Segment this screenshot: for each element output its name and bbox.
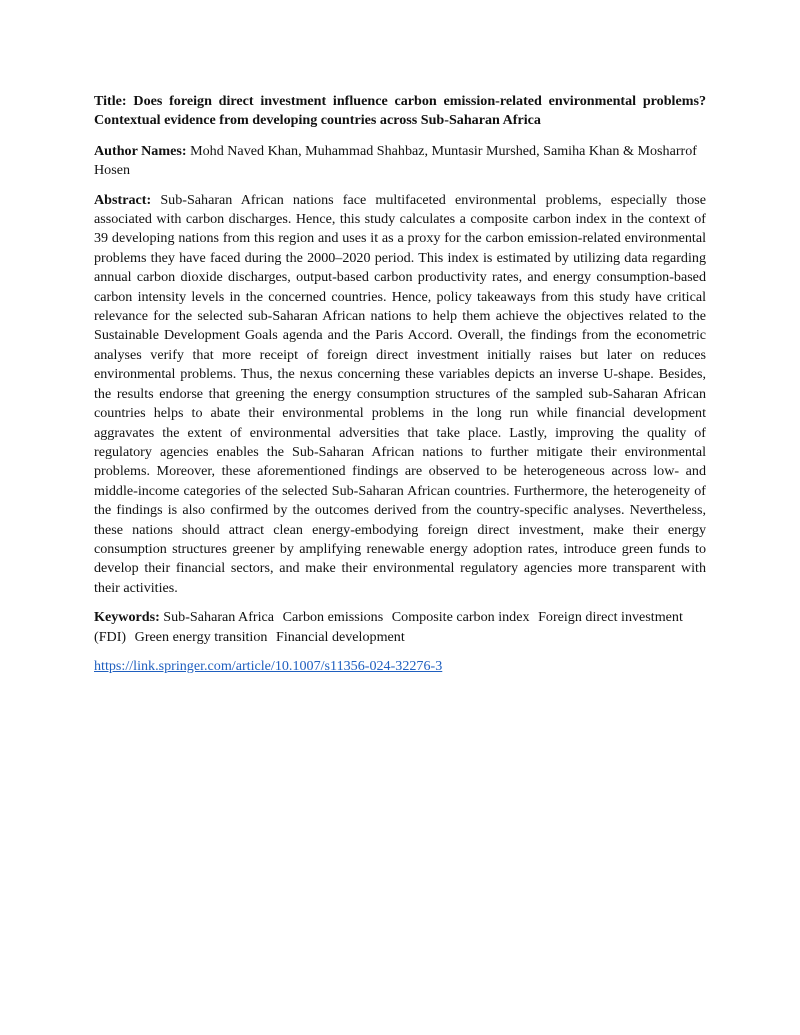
article-link[interactable]: https://link.springer.com/article/10.1007/s11356-024-32276-3 xyxy=(94,657,443,674)
keyword: Green energy transition xyxy=(134,628,268,645)
keyword: Carbon emissions xyxy=(282,609,384,626)
abstract-label: Abstract: xyxy=(94,191,152,208)
title-label: Title: xyxy=(94,93,127,109)
keyword: Composite carbon index xyxy=(391,609,530,626)
document-page xyxy=(94,92,706,686)
author-names: Mohd Naved Khan, Muhammad Shahbaz, Muntasir Murshed, Samiha Khan & Mosharrof Hosen xyxy=(94,142,697,179)
authors-paragraph xyxy=(94,142,706,181)
authors-label: Author Names: xyxy=(94,142,187,159)
keywords-paragraph xyxy=(94,608,706,647)
link-paragraph xyxy=(94,657,706,676)
keyword: Foreign direct investment (FDI) xyxy=(94,609,683,645)
abstract-text: Sub-Saharan African nations face multifaceted environmental problems, especially those associated with carbon discharges. Hence, this study calculates a composite carbon index in the context of 39 developing nations from this region and uses it as a proxy for the carbon emission-related environmental problems they have faced during the 2000–2020 period. This index is estimated by utilizing data regarding annual carbon dioxide discharges, output-based carbon productivity rates, and energy consumption-based carbon intensity levels in the concerned countries. Hence, policy takeaways from this study have critical relevance for the selected sub-Saharan African nations to help them achieve the objectives related to the Sustainable Development Goals agenda and the Paris Accord. Overall, the findings from the econometric analyses verify that more receipt of foreign direct investment initially raises but later on reduces environmental problems. Thus, the nexus concerning these variables depicts an inverse U-shape. Besides, the results endorse that greening the energy consumption structures of the sampled sub-Saharan African countries helps to abate their environmental problems in the long run while financial development aggravates the extent of environmental adversities that take place. Lastly, improving the quality of regulatory agencies enables the Sub-Saharan African nations to further mitigate their environmental problems. Moreover, these aforementioned findings are observed to be heterogeneous across low- and middle-income categories of the selected Sub-Saharan African countries. Furthermore, the heterogeneity of the findings is also confirmed by the outcomes derived from the country-specific analyses. Nevertheless, these nations should attract clean energy-embodying foreign direct investment, make their energy consumption structures greener by amplifying renewable energy adoption rates, introduce green funds to develop their financial sectors, and make their environmental regulatory agencies more transparent with their activities. xyxy=(94,191,706,596)
paper-title: Does foreign direct investment influence carbon emission-related environmental problems? Contextual evidence from developing countries across Sub-Saharan Africa xyxy=(94,93,706,129)
keywords-label: Keywords: xyxy=(94,609,160,626)
title-paragraph xyxy=(94,92,706,131)
keyword: Financial development xyxy=(275,628,405,645)
abstract-paragraph xyxy=(94,191,706,599)
keyword: Sub-Saharan Africa xyxy=(163,609,275,626)
